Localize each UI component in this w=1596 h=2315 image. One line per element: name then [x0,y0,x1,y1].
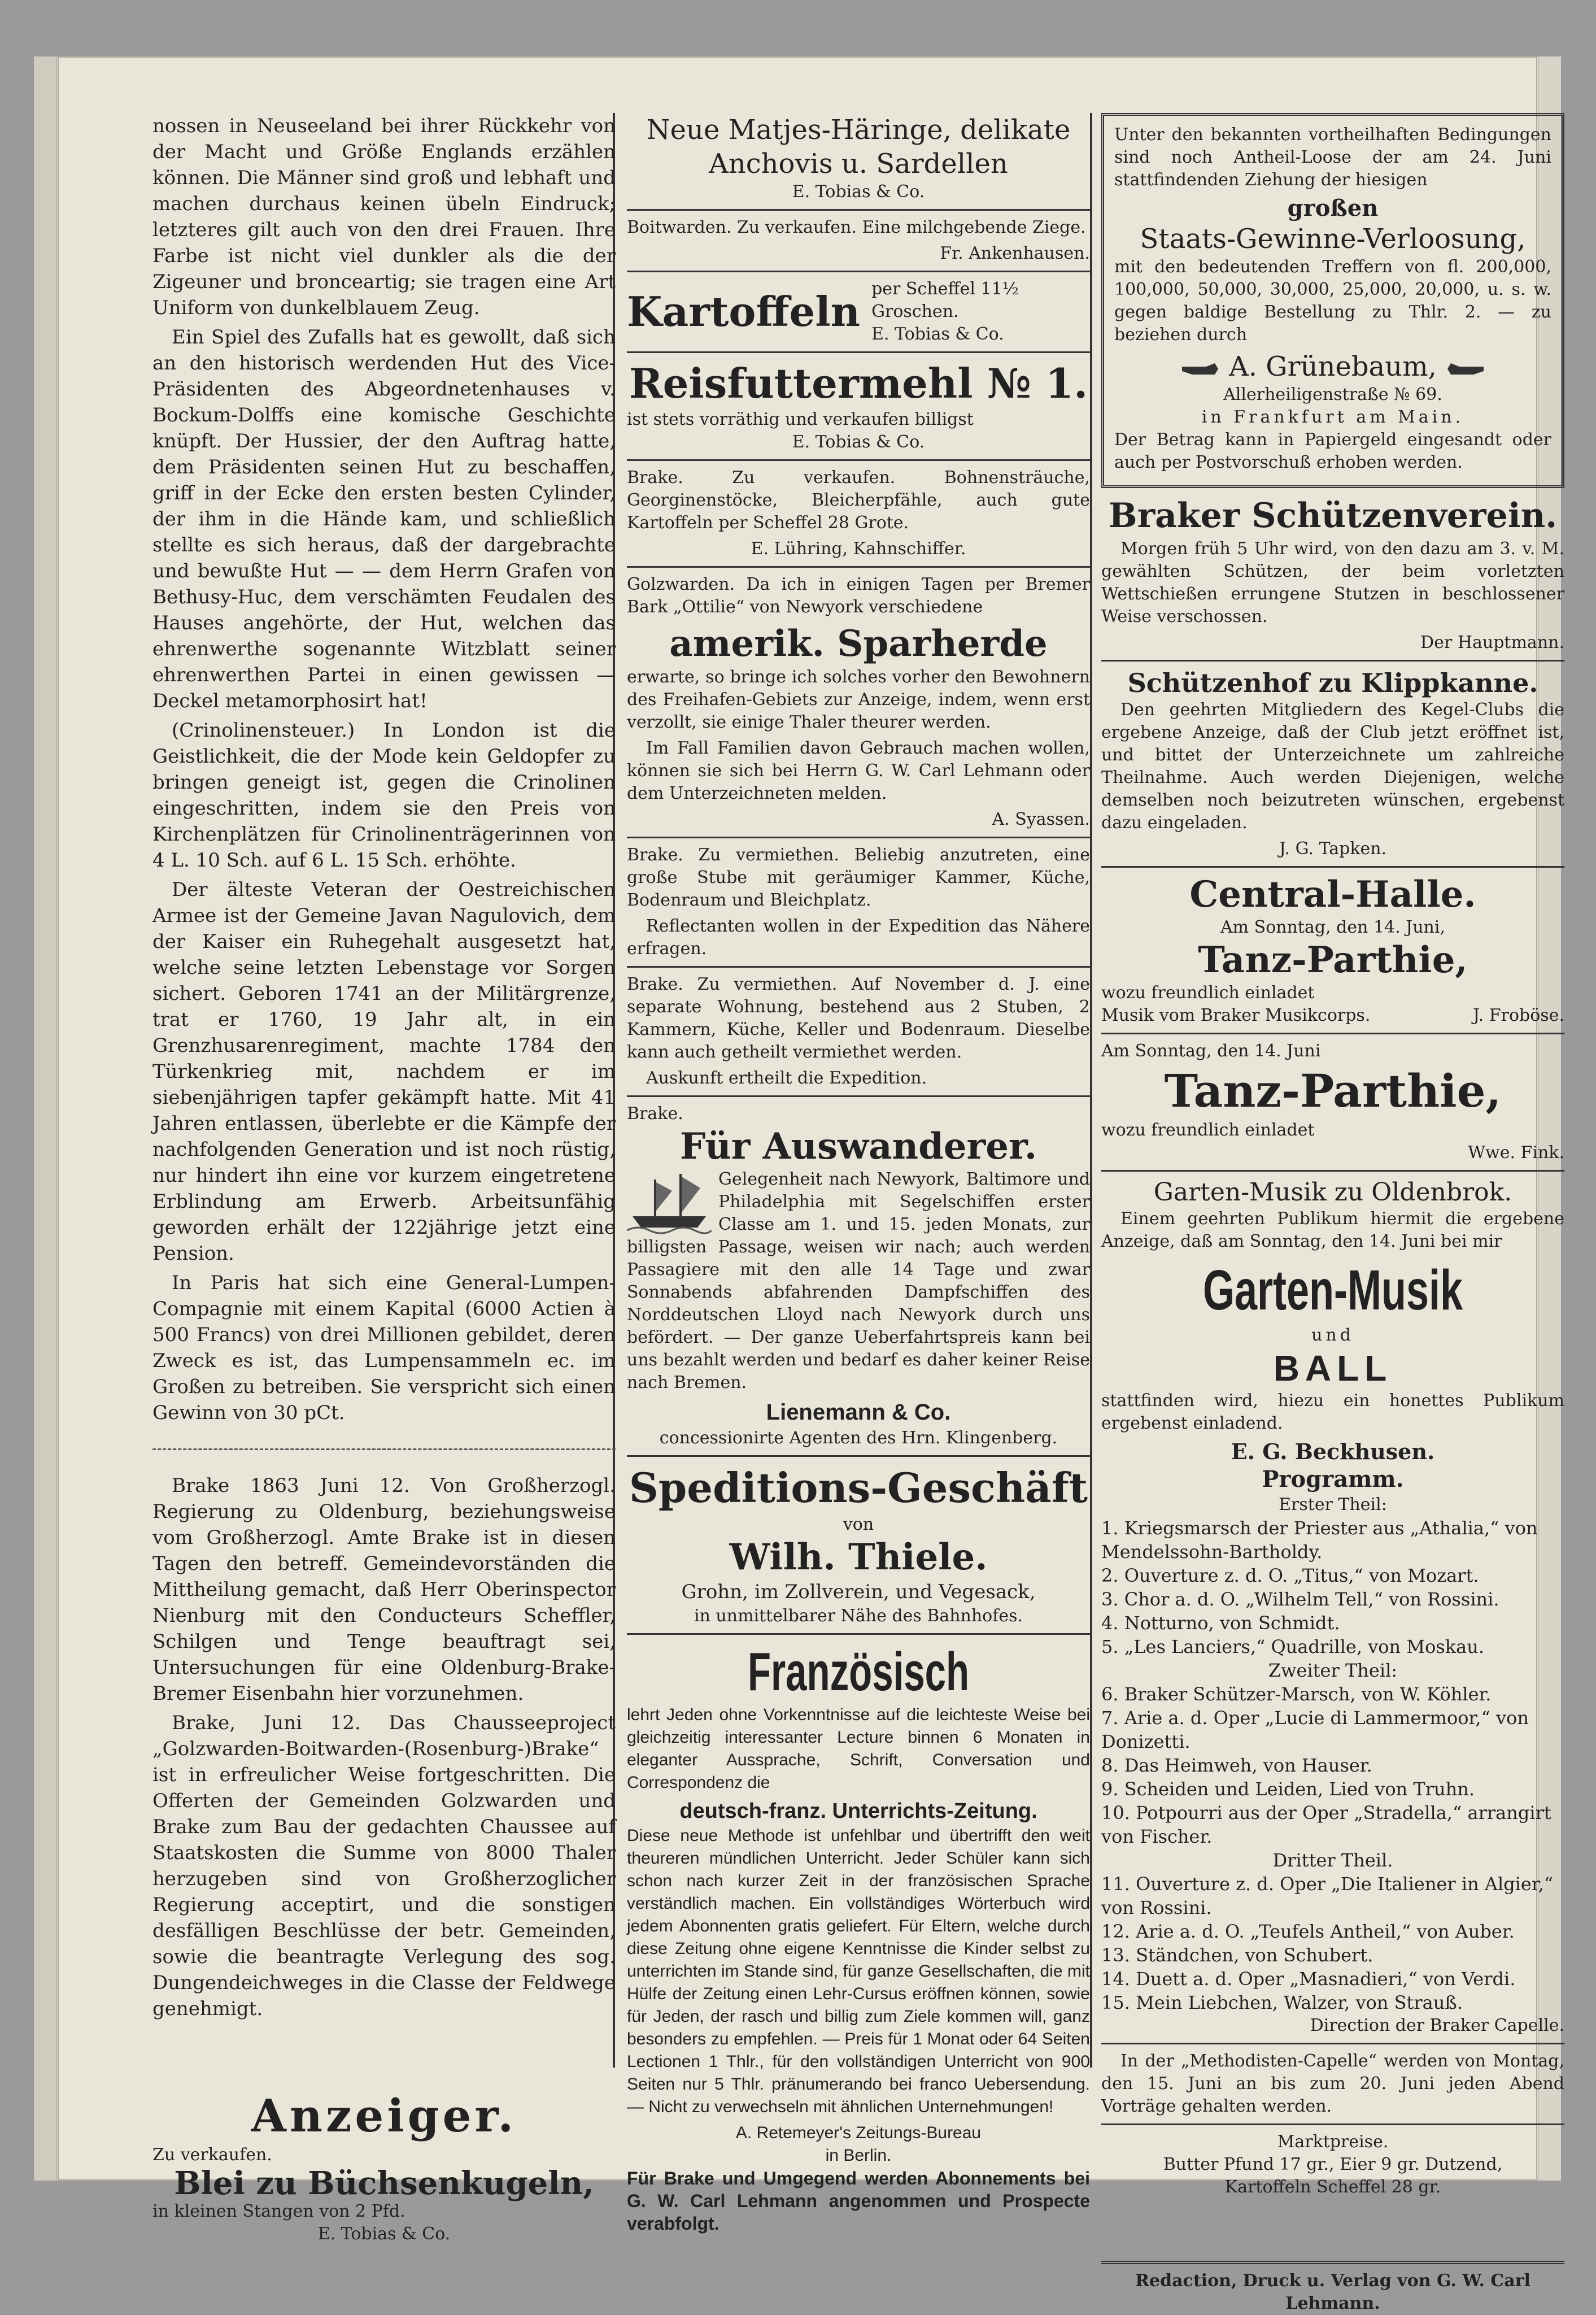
gartenmusik-big: Garten-Musik [1202,1259,1463,1322]
lottery-text: mit den bedeutenden Treffern von fl. 200,000, 100,000, 50,000, 30,000, 25,000, 20,000, u. s. w. gegen baldige Bestellung zu Thlr. 2. — zu beziehen durch [1114,257,1551,345]
tanz-invite: wozu freundlich einladet [1101,983,1315,1003]
franzoesisch-footer: Für Brake und Umgegend werden Abonnements bei G. W. Carl Lehmann angenommen und Prospecte verabfolgt. [627,2168,1090,2234]
sparherde-signature: A. Syassen. [992,810,1090,829]
column-3 [1101,113,1564,2315]
methodisten-notice: In der „Methodisten-Capelle“ werden von Montag, den 15. Juni an bis zum 20. Juni jeden Abend Vorträge gehalten werden. [1101,2051,1564,2116]
matjes-ad-subtitle: Anchovis u. Sardellen [709,148,1008,180]
programm-part-3: Dritter Theil. [1272,1850,1393,1871]
divider [1101,1170,1564,1172]
article-hut: Ein Spiel des Zufalls hat es gewollt, daß sich an den historisch werdenden Hut des Vice-Präsidenten des Abgeordnetenhauses v. Bockum-Dolffs eine komische Geschichte knüpft. Der Hussier, der den Auftrag hatte, dem Präsidenten seinen Hut zu beschaffen, griff in der Ecke den ersten besten Cylinder, der ihm in die Hände kam, und schließlich stellte es sich heraus, daß der dargebrachte und bewußte Hut — — dem Herrn Grafen von Bethusy-Huc, dem verschämten Feudalen des Hauses angehörte, der Hut, welchen das ehrenwerthe sogenannte Witzblatt seiner ehrenwerthen Partei in einen gewissen — Deckel metamorphosirt hat! [152,326,616,712]
article-crinolinensteuer: (Crinolinensteuer.) In London ist die Geistlichkeit, die der Mode kein Geldopfer zu bringen geneigt ist, gegen die Crinolinen eingeschritten, indem sie den Preis von Kirchenplätzen für Crinolinenträgerinnen von 4 L. 10 Sch. auf 6 L. 15 Sch. erhöhte. [152,719,616,872]
programm-item: 2. Ouverture z. d. O. „Titus,“ von Mozart. [1101,1565,1479,1586]
programm-item: 11. Ouverture z. d. Oper „Die Italiener in Algier,“ von Rossini. [1101,1873,1554,1918]
stube-ad-2: Reflectanten wollen in der Expedition das Nähere erfragen. [627,916,1090,959]
klippkanne-title: Schützenhof zu Klippkanne. [1127,668,1538,698]
pointing-hand-icon [1181,361,1220,377]
reisfuttermehl-title: Reisfuttermehl № 1. [629,359,1088,407]
wohnung-ad-2: Auskunft ertheilt die Expedition. [646,1068,927,1088]
wohnung-ad: Brake. Zu vermiethen. Auf November d. J. eine separate Wohnung, bestehend aus 2 Stuben, 2 Kammern, Küche, Keller und Bodenraum. Dieselbe kann auch getheilt vermiethet werden. [627,974,1090,1062]
kartoffeln-ad [627,278,1090,346]
impressum: Redaction, Druck u. Verlag von G. W. Carl Lehmann. [1135,2271,1530,2313]
article-lumpen: In Paris hat sich eine General-Lumpen-Compagnie mit einem Kapital (6000 Actien à 500 Francs) von drei Millionen gebildet, deren Zweck es ist, das Lumpensammeln ec. im Großen zu betreiben. Sie verspricht sich einen Gewinn von 30 pCt. [152,1272,616,1424]
blei-ad-title: Blei zu Büchsenkugeln, [174,2165,594,2202]
pointing-hand-icon [1445,361,1485,377]
gartenmusik-text-2: stattfinden wird, hiezu ein honettes Publikum ergebenst einladend. [1101,1391,1564,1433]
column-1 [152,113,616,2246]
divider [1101,2261,1564,2264]
programm-item: 5. „Les Lanciers,“ Quadrille, von Moskau. [1101,1636,1485,1657]
programm-item: 10. Potpourri aus der Oper „Stradella,“ arrangirt von Fischer. [1101,1802,1551,1847]
schuetzenverein-text: Morgen früh 5 Uhr wird, von den dazu am 3. v. M. gewählten Schützen, der beim vorletzten Wettschießen errungene Stutzen in beschlossener Weise verschossen. [1101,539,1564,626]
divider [627,966,1090,968]
lottery-address: Allerheiligenstraße № 69. [1223,385,1442,404]
franzoesisch-text: lehrt Jeden ohne Vorkenntnisse auf die leichteste Weise bei gleichzeitig interessanter Lecture binnen 6 Monaten in eleganter Aussprache, Schrift, Conversation und Correspondenz die [627,1705,1090,1792]
bohnen-ad: Brake. Zu verkaufen. Bohnensträuche, Georginenstöcke, Bleicherpfähle, auch gute Kartoffeln per Scheffel 28 Grote. [627,468,1090,533]
lottery-title: Staats-Gewinne-Verloosung, [1140,223,1526,255]
programm-item: 4. Notturno, von Schmidt. [1101,1612,1340,1634]
tanz-parthie-title: Tanz-Parthie, [1198,939,1468,981]
divider [627,209,1090,211]
kartoffeln-price: per Scheffel 11½ Groschen. [871,279,1019,321]
retemeyer-city: in Berlin. [825,2146,892,2165]
bohnen-ad-signature: E. Lühring, Kahnschiffer. [751,539,966,559]
divider [627,1455,1090,1457]
kartoffeln-title: Kartoffeln [627,288,861,336]
column-2 [627,113,1090,2238]
article-veteran: Der älteste Veteran der Oestreichischen Armee ist der Gemeine Javan Nagulovich, dem der Kaiser ein Ruhegehalt ausgesetzt hat, welche seine letzten Lebenstage vor Sorgen sichert. Geboren 1741 an der Militärgrenze, trat er 1760, 19 Jahr alt, in ein Grenzhusarenregiment, machte 1784 den Türkenkrieg mit, nachdem er im siebenjährigen tapfer gekämpft hatte. Mit 41 Jahren entlassen, überlebte er die Kämpfe der nachfolgenden Generation und ist noch rüstig, nur hindert ihn eine vor kurzem eingetretene Erblindung am Erwerb. Arbeitsunfähig geworden erhält der 122jährige jetzt eine Pension. [152,878,616,1265]
article-eisenbahn: Brake 1863 Juni 12. Von Großherzogl. Regierung zu Oldenburg, beziehungsweise vom Großherzogl. Amte Brake ist in diesen Tagen den betreff. Gemeindevorständen die Mittheilung gemacht, daß Herr Oberinspector Nienburg mit den Conducteurs Scheffler, Schilgen und Tenge beauftragt sei, Untersuchungen für eine Oldenburg-Brake-Bremer Eisenbahn hier vorzunehmen. [152,1474,616,1705]
matjes-ad-title: Neue Matjes-Häringe, delikate [646,114,1071,146]
divider [627,1095,1090,1097]
marktpreise-line-2: Kartoffeln Scheffel 28 gr. [1224,2177,1441,2197]
lottery-city: in Frankfurt am Main. [1201,407,1464,427]
lottery-agent: A. Grünebaum, [1114,350,1551,384]
speditions-von: von [843,1515,874,1534]
article-neuseeland: nossen in Neuseeland bei ihrer Rückkehr von der Macht und Größe Englands erzählen können. Die Männer sind groß und lebhaft und machen durchaus keinen übeln Eindruck; letzteres gilt auch von den drei Frauen. Ihre Farbe ist nicht viel dunkler als die der Zigeuner und bronceartig; sie tragen eine Art Uniform von dunkelblauem Zeug. [152,115,616,319]
lienemann-name: Lienemann & Co. [766,1400,951,1425]
speditions-name: Wilh. Thiele. [729,1536,988,1578]
franzoesisch-title: Französisch [747,1642,970,1702]
tanz2-signature: Wwe. Fink. [1468,1143,1564,1163]
marktpreise-line-1: Butter Pfund 17 gr., Eier 9 gr. Dutzend, [1163,2155,1503,2174]
central-halle-title: Central-Halle. [1189,873,1476,916]
lottery-box [1101,113,1564,488]
programm-direction: Direction der Braker Capelle. [1310,2016,1564,2035]
ship-icon [627,1168,712,1236]
divider [152,1448,616,1450]
programm-item: 6. Braker Schützer-Marsch, von W. Köhler. [1101,1683,1492,1705]
divider [627,566,1090,568]
sparherde-text: erwarte, so bringe ich solches vorher den Bewohnern des Freihafen-Gebiets zur Anzeige, indem, wenn erst verzollt, sie einige Thaler theurer werden. [627,667,1090,732]
gartenmusik-ball: BALL [1273,1348,1393,1389]
blei-ad-signature: E. Tobias & Co. [317,2224,451,2244]
zu-verkaufen: Zu verkaufen. [152,2145,272,2165]
divider [627,351,1090,353]
programm-part-1: Erster Theil: [1279,1495,1387,1515]
speditions-address: Grohn, im Zollverein, und Vegesack, [681,1581,1036,1603]
speditions-title: Speditions-Geschäft [629,1464,1088,1512]
divider [627,837,1090,838]
gartenmusik-text: Einem geehrten Publikum hiermit die ergebene Anzeige, daß am Sonntag, den 14. Juni bei mir [1101,1209,1564,1251]
tanz2-title: Tanz-Parthie, [1164,1064,1502,1117]
gartenmusik-und: und [1311,1325,1354,1345]
central-halle-date: Am Sonntag, den 14. Juni, [1220,917,1445,937]
programm-part-2: Zweiter Theil: [1268,1660,1398,1681]
lottery-gross: großen [1287,195,1379,221]
divider [627,271,1090,272]
sparherde-title: amerik. Sparherde [669,623,1048,665]
programm-item: 13. Ständchen, von Schubert. [1101,1944,1373,1966]
programm-item: 3. Chor a. d. O. „Wilhelm Tell,“ von Rossini. [1101,1589,1499,1610]
retemeyer-bureau: A. Retemeyer's Zeitungs-Bureau [735,2123,982,2142]
unterrichts-zeitung: deutsch-franz. Unterrichts-Zeitung. [679,1799,1037,1823]
klippkanne-text: Den geehrten Mitgliedern des Kegel-Clubs die ergebene Anzeige, daß der Club jetzt eröffnet ist, und bittet der Unterzeichnete um zahlreiche Theilnahme. Auch werden Diejenigen, welche demselben noch beizutreten wünschen, ergebenst dazu eingeladen. [1101,700,1564,833]
gartenmusik-signature: E. G. Beckhusen. [1231,1439,1435,1464]
auswanderer-title: Für Auswanderer. [679,1125,1037,1168]
programm-item: 7. Arie a. d. Oper „Lucie di Lammermoor,“ von Donizetti. [1101,1707,1529,1752]
divider [627,1633,1090,1635]
programm-item: 9. Scheiden und Leiden, Lied von Truhn. [1101,1778,1475,1800]
divider [1101,660,1564,662]
programm-heading: Programm. [1262,1466,1404,1492]
programm-item: 8. Das Heimweh, von Hauser. [1101,1755,1372,1776]
column-rule-2 [1090,113,1092,2068]
ziege-ad: Boitwarden. Zu verkaufen. Eine milchgebende Ziege. [627,217,1086,237]
stube-ad: Brake. Zu vermiethen. Beliebig anzutreten, eine große Stube mit geräumiger Kammer, Küche, Bodenraum und Bleichplatz. [627,845,1090,910]
schuetzenverein-signature: Der Hauptmann. [1420,633,1564,652]
speditions-address-2: in unmittelbarer Nähe des Bahnhofes. [694,1606,1023,1626]
tanz2-date: Am Sonntag, den 14. Juni [1101,1041,1321,1061]
lottery-payment: Der Betrag kann in Papiergeld eingesandt oder auch per Postvorschuß erhoben werden. [1114,430,1551,472]
kartoffeln-signature: E. Tobias & Co. [871,324,1004,344]
divider [1101,2043,1564,2044]
tanz-music: Musik vom Braker Musikcorps. J. Froböse. [1101,1004,1564,1027]
programm-item: 14. Duett a. d. Oper „Masnadieri,“ von Verdi. [1101,1968,1516,1990]
programm-item: 1. Kriegsmarsch der Priester aus „Athalia,“ von Mendelssohn-Bartholdy. [1101,1517,1538,1563]
sparherde-text-2: Im Fall Familien davon Gebrauch machen wollen, können sie sich bei Herrn G. W. Carl Lehmann oder dem Unterzeichneten melden. [627,738,1090,803]
gartenmusik-heading: Garten-Musik zu Oldenbrok. [1153,1178,1512,1207]
schuetzenverein-title: Braker Schützenverein. [1108,496,1558,536]
programm-item: 15. Mein Liebchen, Walzer, von Strauß. [1101,1992,1463,2013]
tanz-signature: J. Froböse. [1473,1006,1564,1025]
programm-item: 12. Arie a. d. O. „Teufels Antheil,“ von Auber. [1101,1921,1515,1942]
article-chaussee: Brake, Juni 12. Das Chausseeproject „Golzwarden-Boitwarden-(Rosenburg-)Brake“ ist in erfreulicher Weise fortgeschritten. Die Offerten der Gemeinden Golzwarden und Brake zum Bau der gedachten Chaussee auf Staatskosten die Summe von 8000 Thaler herzugeben sind von Großherzoglicher Regierung acceptirt, und die sonstigen desfälligen Beschlüsse der betr. Gemeinden, sowie die beantragte Verlegung des sog. Dungendeichweges in die Classe der Feldwege genehmigt. [152,1712,616,2020]
programm-list [1101,1516,1564,2014]
auswanderer-text: Gelegenheit nach Newyork, Baltimore und Philadelphia mit Segelschiffen erster Classe am 1. und 15. jeden Monats, zur billigsten Passage, weisen wir nach; auch werden Passagiere mit den alle 14 Tage und zwar Sonnabends abfahrenden Dampfschiffen des Norddeutschen Lloyd nach Newyork durch uns befördert. — Der ganze Ueberfahrtspreis kann bei uns bezahlt werden und bedarf es daher keiner Reise nach Bremen. [627,1169,1090,1393]
tanz2-invite: wozu freundlich einladet [1101,1120,1315,1140]
matjes-ad-signature: E. Tobias & Co. [792,182,925,202]
franzoesisch-text-2: Diese neue Methode ist unfehlbar und übertrifft den weit theureren mündlichen Unterricht. Jeder Schüler kann sich schon nach kurzer Zeit in der französischen Sprache verständlich machen. Ein vollständiges Wörterbuch wird jedem Abonnenten gratis geliefert. Für Eltern, welche durch diese Zeitung ohne eigene Kenntnisse die Kinder selbst zu unterrichten im Stande sind, für ganze Gesellschaften, die mit Hülfe der Zeitung einen Lehr-Cursus eröffnen können, sowie für Jeden, der rasch und billig zum Ziele kommen will, ganz besonders zu empfehlen. — Preis für 1 Monat oder 64 Seiten Lectionen 1 Thlr., für den vollständigen Unterricht von 900 Seiten nur 5 Thlr. pränumerando bei franco Uebersendung. — Nicht zu verwechseln mit ähnlichen Unternehmungen! [627,1826,1090,2116]
divider [1101,866,1564,868]
left-page-edge [34,56,59,2181]
reisfuttermehl-text: ist stets vorräthig und verkaufen billigst [627,410,974,429]
marktpreise-heading: Marktpreise. [1277,2132,1389,2152]
auswanderer-place: Brake. [627,1104,683,1124]
reisfuttermehl-signature: E. Tobias & Co. [792,432,925,452]
anzeiger-heading: Anzeiger. [251,2089,517,2142]
sparherde-ad-intro: Golzwarden. Da ich in einigen Tagen per Bremer Bark „Ottilie“ von Newyork verschiedene [627,575,1090,617]
divider [1101,1033,1564,1034]
ziege-ad-signature: Fr. Ankenhausen. [940,243,1090,263]
divider [1101,2123,1564,2125]
klippkanne-signature: J. G. Tapken. [1279,839,1387,859]
divider [627,459,1090,461]
lienemann-subtitle: concessionirte Agenten des Hrn. Klingenberg. [659,1428,1058,1448]
blei-ad-text: in kleinen Stangen von 2 Pfd. [152,2201,405,2221]
lottery-intro: Unter den bekannten vortheilhaften Bedingungen sind noch Antheil-Loose der am 24. Juni stattfindenden Ziehung der hiesigen [1114,125,1551,190]
